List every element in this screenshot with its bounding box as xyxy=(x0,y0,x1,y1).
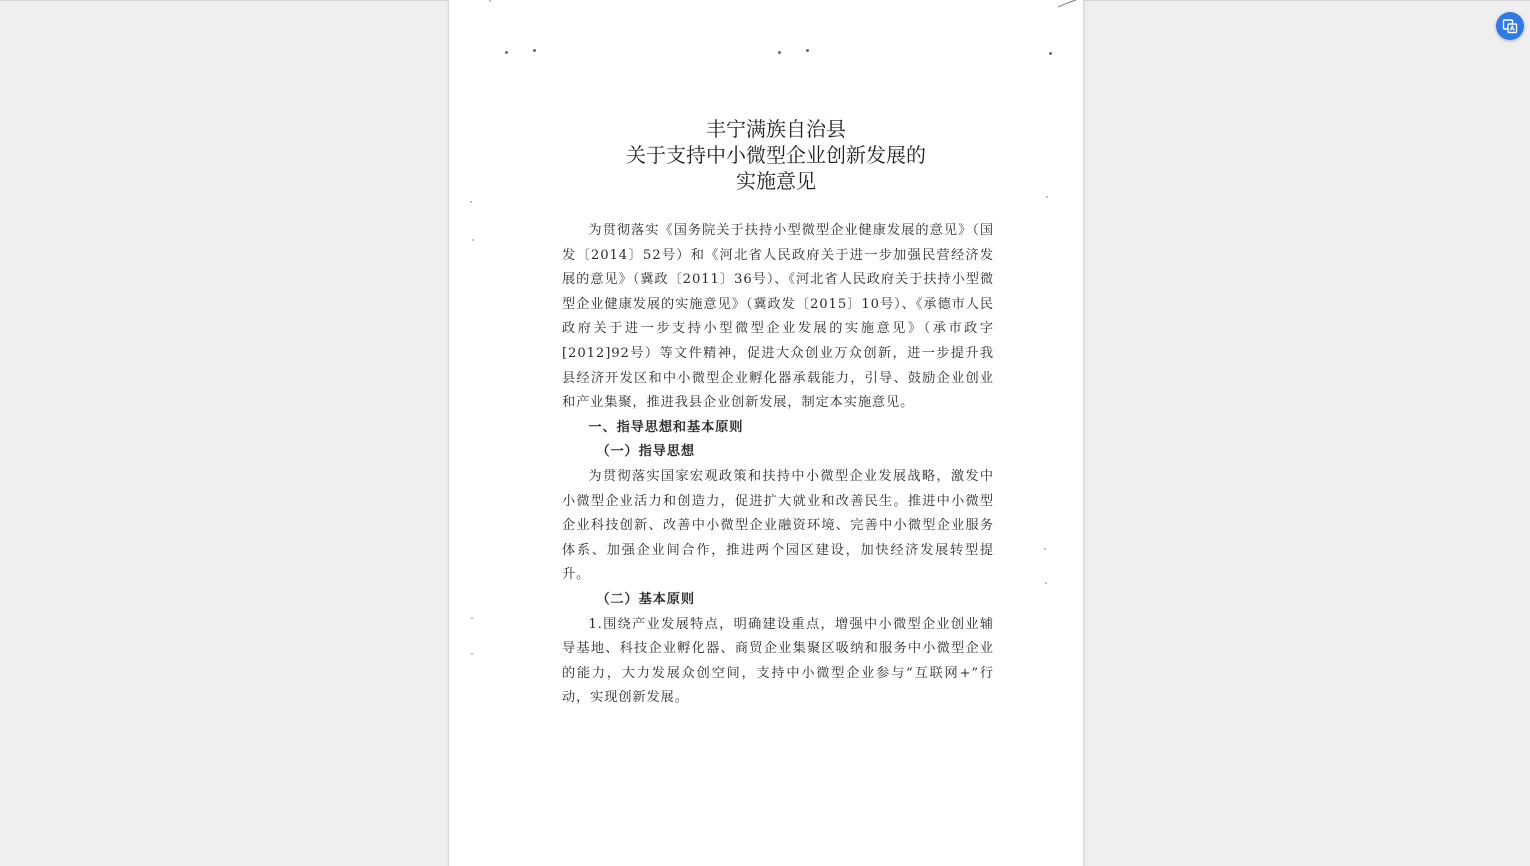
scan-speck xyxy=(470,201,472,203)
scan-speck xyxy=(1046,196,1048,198)
intro-paragraph: 为贯彻落实《国务院关于扶持小型微型企业健康发展的意见》（国发〔2014〕52号）和《河北省人民政府关于进一步加强民营经济发展的意见》（冀政〔2011〕36号）、《河北省人民政府关于扶持小型微型企业健康发展的实施意见》（冀政发〔2015〕10号）、《承德市人民政府关于进一步支持小型微型企业发展的实施意见》（承市政字[2012]92号）等文件精神，促进大众创业万众创新，进一步提升我县经济开发区和中小微型企业孵化器承载能力，引导、鼓励企业创业和产业集聚，推进我县企业创新发展，制定本实施意见。 xyxy=(562,223,994,411)
title-line-2: 关于支持中小微型企业创新发展的 xyxy=(626,143,926,167)
scan-speck xyxy=(1049,52,1052,55)
document-body xyxy=(562,219,994,711)
page-translate-icon xyxy=(1502,18,1518,34)
document-page xyxy=(448,0,1084,866)
guiding-ideology-paragraph: 为贯彻落实国家宏观政策和扶持中小微型企业发展战略，激发中小微型企业活力和创造力，促进扩大就业和改善民生。推进中小微型企业科技创新、改善中小微型企业融资环境、完善中小微型企业服务体系、加强企业间合作，推进两个园区建设，加快经济发展转型提升。 xyxy=(562,468,994,583)
subsection-heading-2: （二）基本原则 xyxy=(596,591,695,607)
scan-speck xyxy=(471,653,473,655)
principle-item-1: 1.围绕产业发展特点，明确建设重点，增强中小微型企业创业辅导基地、科技企业孵化器、商贸企业集聚区吸纳和服务中小微型企业的能力，大力发展众创空间，支持中小微型企业参与“互联网+”行动，实现创新发展。 xyxy=(562,616,994,706)
title-line-3: 实施意见 xyxy=(736,169,816,193)
translate-button[interactable] xyxy=(1496,12,1524,40)
scan-speck xyxy=(489,0,491,2)
scan-edge-mark xyxy=(1056,0,1082,8)
scan-speck xyxy=(1045,582,1047,584)
document-title xyxy=(449,116,1103,194)
scan-speck xyxy=(1044,548,1046,550)
scan-speck xyxy=(505,51,508,54)
scan-speck xyxy=(471,617,473,619)
scan-speck xyxy=(533,49,536,52)
title-line-1: 丰宁满族自治县 xyxy=(706,117,846,141)
scan-speck xyxy=(778,51,781,54)
scan-speck xyxy=(472,239,474,241)
subsection-heading-1: （一）指导思想 xyxy=(596,444,695,460)
section-heading-1: 一、指导思想和基本原则 xyxy=(588,419,744,435)
scan-speck xyxy=(806,49,809,52)
